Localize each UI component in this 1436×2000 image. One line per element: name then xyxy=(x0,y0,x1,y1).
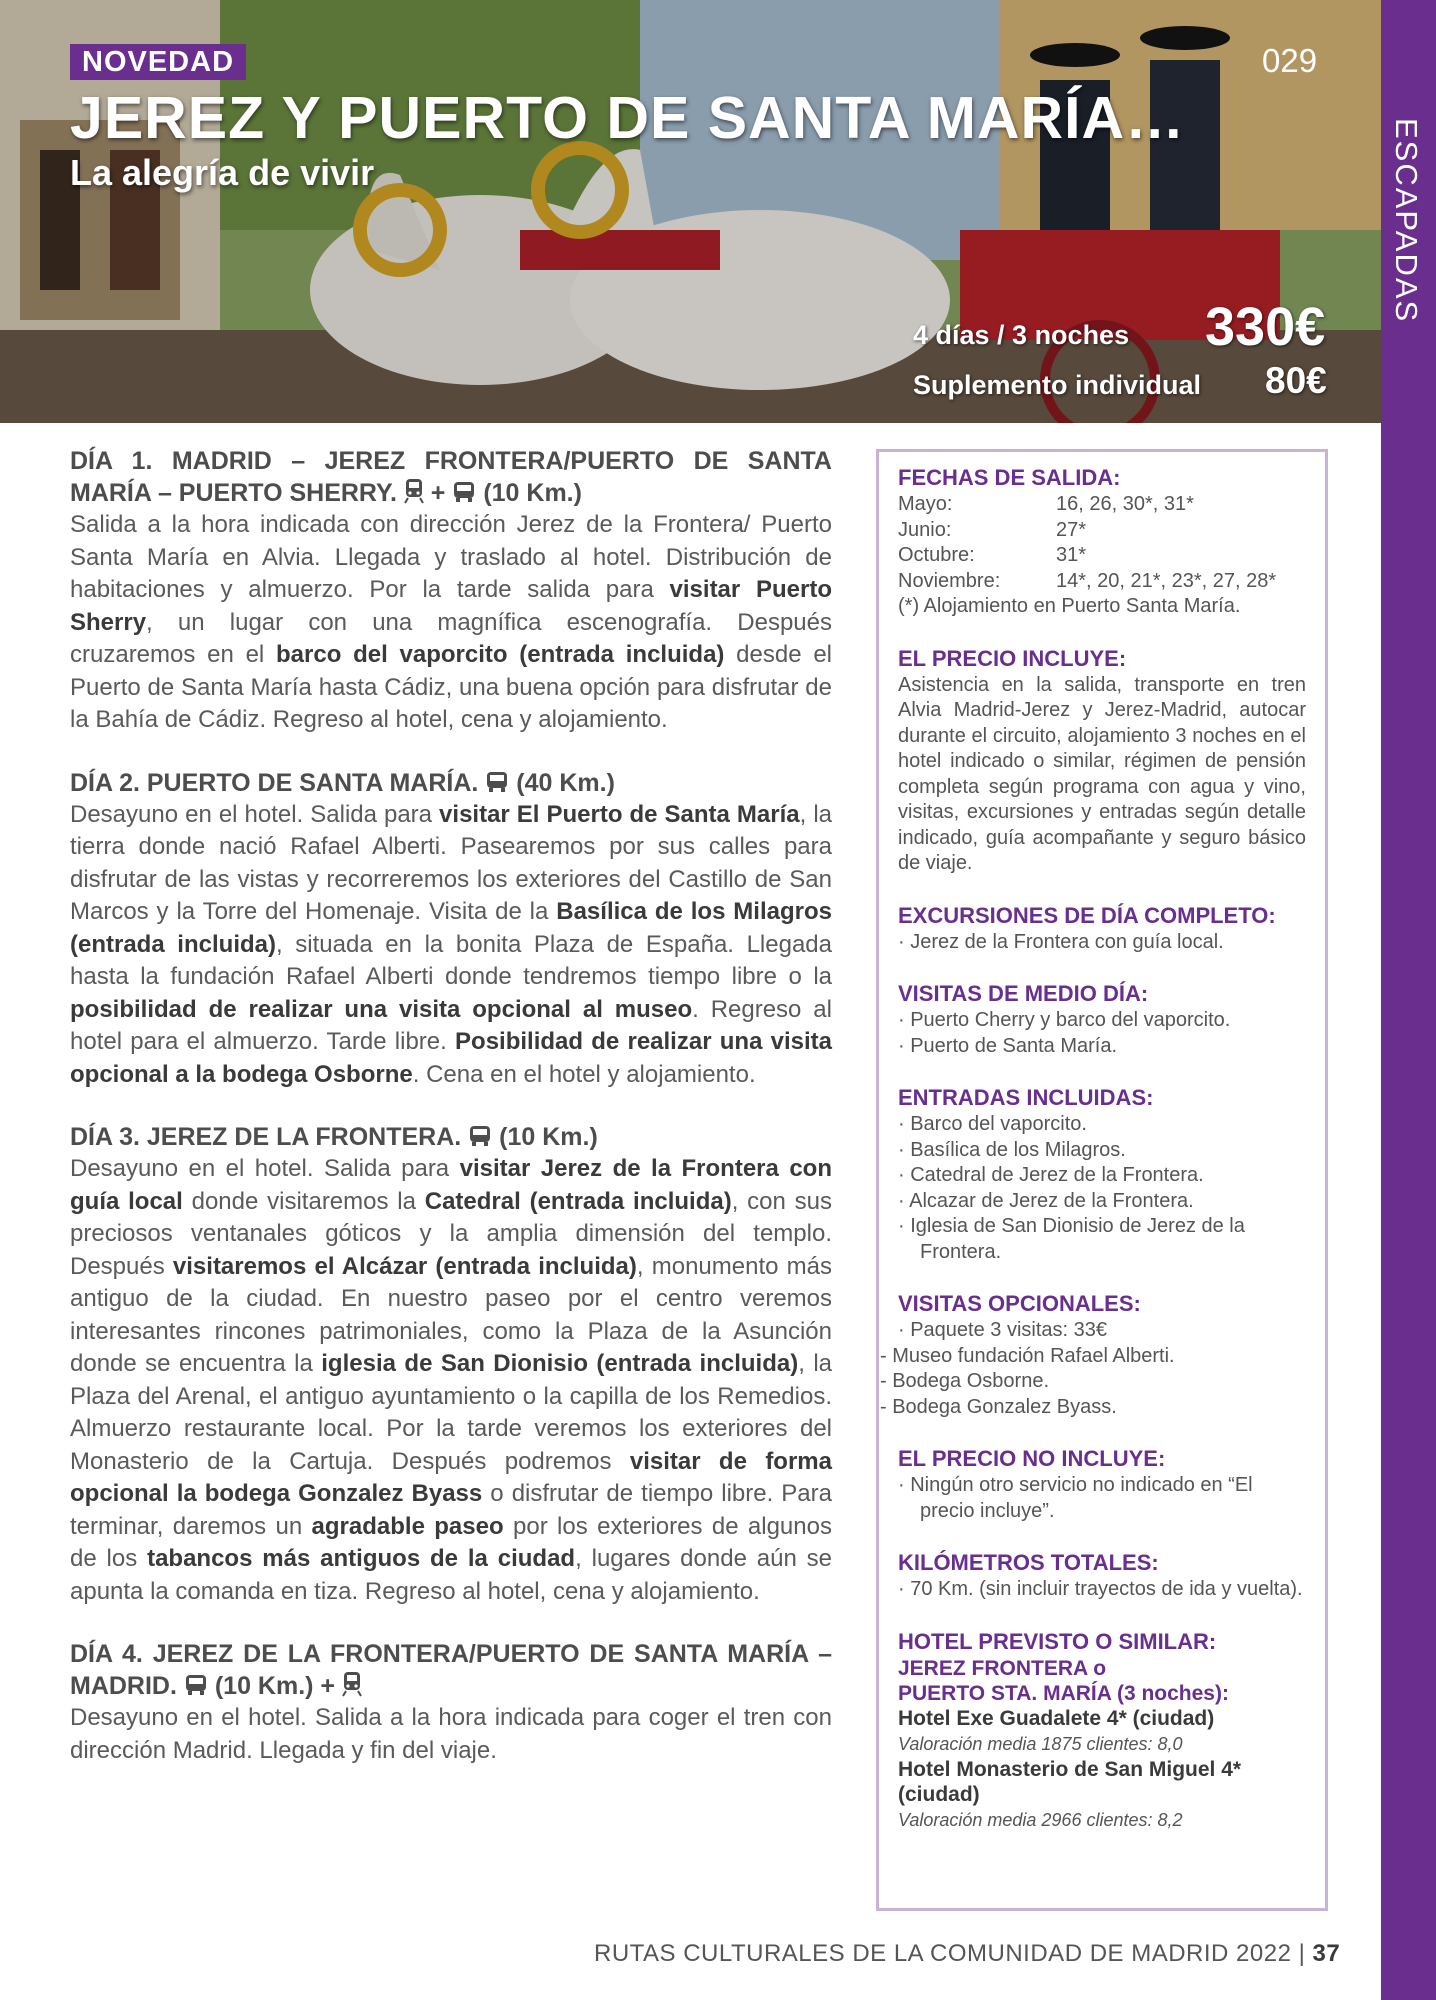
optional-visits xyxy=(880,1290,1306,1420)
day-4 xyxy=(70,1638,832,1767)
day-1-distance: (10 Km.) xyxy=(483,479,582,507)
date-month: Octubre: xyxy=(898,544,975,566)
day-1 xyxy=(70,445,832,737)
text-run: Salida a la hora indicada con dirección Jerez de la Frontera/ Puerto Santa María en Alvia. Llegada y traslado al hotel. Distribución de habitaciones y almuerzo. Por la tarde salida para xyxy=(70,511,832,603)
included-tickets xyxy=(898,1084,1306,1265)
category-label: ESCAPADAS xyxy=(1389,118,1424,324)
date-month: Noviembre: xyxy=(898,569,1001,592)
date-row xyxy=(898,543,1306,569)
itinerary xyxy=(70,445,832,1797)
section-heading: EXCURSIONES DE DÍA COMPLETO: xyxy=(898,902,1276,928)
day-3-title: DÍA 3. JEREZ DE LA FRONTERA. xyxy=(70,1123,462,1151)
list-item: · Jerez de la Frontera con guía local. xyxy=(898,930,1224,953)
bold-run: agradable paseo xyxy=(311,1512,504,1540)
list-item: · Paquete 3 visitas: 33€ xyxy=(898,1319,1108,1341)
list-item: · Basílica de los Milagros. xyxy=(898,1138,1126,1161)
text-run: Desayuno en el hotel. Salida para xyxy=(70,800,440,828)
trip-price: 330€ xyxy=(1205,297,1326,357)
price-includes xyxy=(898,645,1306,877)
date-month: Mayo: xyxy=(898,493,953,515)
hotel-name: Hotel Monasterio de San Miguel 4* (ciudad) xyxy=(898,1757,1242,1806)
section-heading: VISITAS DE MEDIO DÍA: xyxy=(898,981,1149,1006)
text-run: , situada en la bonita Plaza de España. Llegada hasta la fundación Rafael Alberti donde tendremos tiempo libre o la xyxy=(70,930,832,990)
bold-run: tabancos más antiguos de la ciudad xyxy=(147,1545,576,1572)
section-heading: FECHAS DE SALIDA: xyxy=(898,465,1121,490)
day-2-distance: (40 Km.) xyxy=(516,768,615,797)
page-subtitle: La alegría de vivir xyxy=(70,152,375,193)
section-heading: ENTRADAS INCLUIDAS: xyxy=(898,1085,1154,1110)
section-heading: VISITAS OPCIONALES: xyxy=(898,1291,1141,1316)
date-month: Junio: xyxy=(898,518,952,541)
day-4-distance: (10 Km.) + xyxy=(214,1672,336,1700)
list-item: · Puerto de Santa María. xyxy=(898,1034,1118,1057)
section-heading: KILÓMETROS TOTALES: xyxy=(898,1550,1159,1575)
bold-run: iglesia de San Dionisio (entrada incluida) xyxy=(321,1350,799,1377)
text-run: Desayuno en el hotel. Salida para xyxy=(70,1155,460,1182)
bus-icon xyxy=(485,770,509,794)
bus-icon xyxy=(184,1673,208,1697)
list-item: · Alcazar de Jerez de la Frontera. xyxy=(898,1189,1194,1212)
novedad-badge: NOVEDAD xyxy=(70,44,246,80)
section-heading: EL PRECIO NO INCLUYE: xyxy=(898,1446,1166,1471)
full-day-excursions xyxy=(898,902,1306,956)
day-4-text xyxy=(70,1702,832,1767)
page-footer xyxy=(594,1940,1340,1968)
page-code: 029 xyxy=(1262,42,1318,79)
bold-run: visitar Jerez de la Frontera con guía local xyxy=(70,1155,832,1215)
date-days: 14*, 20, 21*, 23*, 27, 28* xyxy=(1056,569,1277,592)
day-3-text xyxy=(70,1153,832,1608)
day-4-heading xyxy=(70,1638,832,1702)
day-2-text xyxy=(70,799,832,1092)
text-run: por los exteriores de algunos de los xyxy=(70,1512,832,1572)
text-run: donde visitaremos la xyxy=(182,1187,425,1215)
total-kilometers xyxy=(898,1549,1306,1603)
list-item: - Museo fundación Rafael Alberti. xyxy=(880,1344,1175,1367)
text-run: desde el Puerto de Santa María hasta Cádiz, una buena opción para disfrutar de la Bahía de Cádiz. Regreso al hotel, cena y alojamiento. xyxy=(70,641,832,733)
dates-note: (*) Alojamiento en Puerto Santa María. xyxy=(898,595,1241,617)
supplement-label: Suplemento individual xyxy=(913,370,1202,400)
day-2-heading xyxy=(70,767,832,799)
bold-run: Catedral (entrada incluida) xyxy=(424,1187,732,1215)
hotel-city: JEREZ FRONTERA o xyxy=(898,1656,1107,1680)
list-item: · Barco del vaporcito. xyxy=(898,1113,1087,1135)
bold-run: visitar Puerto Sherry xyxy=(70,576,832,636)
bold-run: Posibilidad de realizar una visita opcional a la bodega Osborne xyxy=(70,1028,832,1088)
train-icon xyxy=(342,1671,362,1697)
train-icon xyxy=(404,478,424,504)
hero-photo xyxy=(0,0,1381,423)
date-days: 16, 26, 30*, 31* xyxy=(1056,493,1194,515)
supplement-price: 80€ xyxy=(1265,360,1327,401)
day-4-title: DÍA 4. JEREZ DE LA FRONTERA/PUERTO DE SANTA MARÍA – MADRID. xyxy=(70,1640,832,1700)
date-row xyxy=(898,569,1306,595)
day-3-distance: (10 Km.) xyxy=(499,1123,598,1151)
page-title: JEREZ Y PUERTO DE SANTA MARÍA… xyxy=(70,85,1186,151)
day-1-heading: DÍA 1. MADRID – JEREZ FRONTERA/PUERTO DE SANTA MARÍA – PUERTO SHERRY. + (10 Km.) xyxy=(70,447,832,507)
text-run: o disfrutar de tiempo libre. Para terminar, daremos un xyxy=(70,1480,832,1540)
day-3-heading xyxy=(70,1121,832,1153)
includes-text: Asistencia en la salida, transporte en tren Alvia Madrid-Jerez y Jerez-Madrid, autocar durante el circuito, alojamiento 3 noches en el hotel indicado o similar, régimen de pensión completa según programa con agua y vino, visitas, excursiones y entradas según detalle indicado, guía acompañante y seguro básico de viaje. xyxy=(898,673,1306,874)
trip-duration: 4 días / 3 noches xyxy=(913,320,1130,350)
hotel-rating: Valoración media 1875 clientes: 8,0 xyxy=(898,1733,1183,1754)
text-run: , un lugar con una magnífica escenografía. Después cruzaremos en el xyxy=(70,608,832,668)
bold-run: visitar de forma opcional la bodega Gonzalez Byass xyxy=(70,1447,832,1507)
hotel-city: PUERTO STA. MARÍA (3 noches): xyxy=(898,1681,1229,1705)
date-row xyxy=(898,518,1306,544)
bold-run: Basílica de los Milagros (entrada incluida) xyxy=(70,898,832,958)
day-3 xyxy=(70,1121,832,1608)
hotel-name: Hotel Exe Guadalete 4* (ciudad) xyxy=(898,1706,1215,1730)
list-item: - Bodega Osborne. xyxy=(880,1370,1049,1392)
section-heading: HOTEL PREVISTO O SIMILAR: xyxy=(898,1628,1217,1654)
footer-text: RUTAS CULTURALES DE LA COMUNIDAD DE MADRID 2022 | xyxy=(594,1940,1306,1967)
text-run: , la Plaza del Arenal, el antiguo ayuntamiento o la capilla de los Remedios. Almuerzo restaurante local. Por la tarde veremos los exteriores del Monasterio de la Cartuja. Después podremos xyxy=(70,1350,833,1475)
half-day-visits xyxy=(898,980,1306,1059)
bus-icon xyxy=(468,1124,492,1148)
day-2 xyxy=(70,767,832,1092)
text-run: , lugares donde aún se apunta la comanda en tiza. Regreso al hotel, cena y alojamiento. xyxy=(70,1545,832,1605)
day-2-title: DÍA 2. PUERTO DE SANTA MARÍA. xyxy=(70,768,479,797)
date-days: 27* xyxy=(1056,518,1087,541)
list-item: - Bodega Gonzalez Byass. xyxy=(880,1395,1117,1418)
page-number: 37 xyxy=(1312,1940,1341,1967)
list-item: · Iglesia de San Dionisio de Jerez de la Frontera. xyxy=(898,1215,1245,1263)
bus-icon xyxy=(452,480,476,504)
text-run: . Regreso al hotel para el almuerzo. Tarde libre. xyxy=(70,995,832,1055)
bold-run: posibilidad de realizar una visita opcional al museo xyxy=(70,995,693,1023)
list-item: · Ningún otro servicio no indicado en “El precio incluye”. xyxy=(898,1474,1253,1522)
date-days: 31* xyxy=(1056,544,1087,566)
bold-run: barco del vaporcito (entrada incluida) xyxy=(276,641,725,668)
text-run: , la tierra donde nació Rafael Alberti. Pasearemos por sus calles para disfrutar de las vistas y recorreremos los exteriores del Castillo de San Marcos y la Torre del Homenaje. Visita de la xyxy=(70,800,832,925)
date-row xyxy=(898,492,1306,518)
list-item: · 70 Km. (sin incluir trayectos de ida y vuelta). xyxy=(898,1578,1303,1600)
text-run: Desayuno en el hotel. Salida a la hora indicada para coger el tren con dirección Madrid. Llegada y fin del viaje. xyxy=(70,1704,832,1764)
planned-hotel xyxy=(898,1628,1306,1833)
list-item: · Puerto Cherry y barco del vaporcito. xyxy=(898,1009,1231,1031)
price-not-included xyxy=(898,1445,1306,1524)
text-run: , con sus preciosos ventanales góticos y la amplia dimensión del templo. Después xyxy=(70,1187,833,1280)
list-item: · Catedral de Jerez de la Frontera. xyxy=(898,1164,1204,1186)
trip-info-box xyxy=(876,449,1328,1911)
bold-run: visitaremos el Alcázar (entrada incluida) xyxy=(172,1252,637,1280)
text-run: . Cena en el hotel y alojamiento. xyxy=(412,1060,756,1088)
section-heading: EL PRECIO INCLUYE: xyxy=(898,645,1127,671)
departure-dates xyxy=(898,464,1306,620)
text-run: , monumento más antiguo de la ciudad. En nuestro paseo por el centro veremos interesantes rincones patrimoniales, como la Plaza de la Asunción donde se encuentra la xyxy=(70,1252,832,1377)
bold-run: visitar El Puerto de Santa María xyxy=(439,800,800,828)
day-1-text xyxy=(70,509,832,737)
day-1-title: DÍA 1. MADRID – JEREZ FRONTERA/PUERTO DE SANTA MARÍA – PUERTO SHERRY. xyxy=(70,447,832,507)
hotel-rating: Valoración media 2966 clientes: 8,2 xyxy=(898,1809,1183,1830)
